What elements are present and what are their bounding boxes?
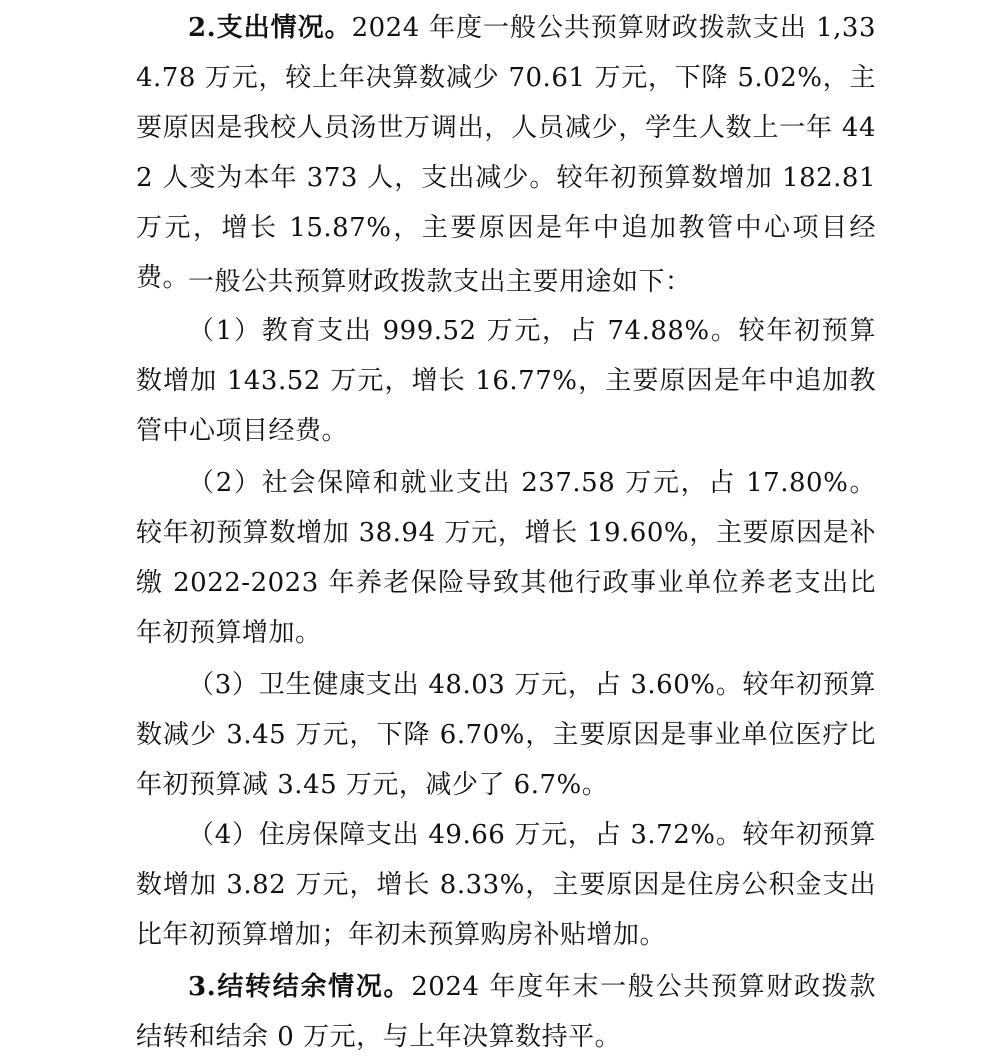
section-carryover-paragraph xyxy=(136,962,876,1062)
usage-item-health: （3）卫生健康支出 48.03 万元，占 3.60%。较年初预算数减少 3.45 万元，下降 6.70%，主要原因是事业单位医疗比年初预算减 3.45 万元，减少了 6.7%。 xyxy=(136,670,876,800)
usage-item-social-security: （2）社会保障和就业支出 237.58 万元，占 17.80%。较年初预算数增加 38.94 万元，增长 19.60%，主要原因是补缴 2022-2023 年养老保险导致其他行政事业单位养老支出比年初预算增加。 xyxy=(136,468,876,648)
section-expenditure-body: 2024 年度一般公共预算财政拨款支出 1,334.78 万元，较上年决算数减少 70.61 万元，下降 5.02%，主要原因是我校人员汤世万调出，人员减少，学生人数上一年 442 人变为本年 373 人，支出减少。较年初预算数增加 182.81 万元，增长 15.87%，主要原因是年中追加教管中心项目经费。 xyxy=(136,13,876,293)
section-carryover-heading: 3.结转结余情况。 xyxy=(188,972,412,1002)
section-expenditure-heading: 2.支出情况。 xyxy=(188,13,352,43)
usage-item-education: （1）教育支出 999.52 万元，占 74.88%。较年初预算数增加 143.52 万元，增长 16.77%，主要原因是年中追加教管中心项目经费。 xyxy=(136,316,876,446)
usage-item-housing: （4）住房保障支出 49.66 万元，占 3.72%。较年初预算数增加 3.82 万元，增长 8.33%，主要原因是住房公积金支出比年初预算增加；年初未预算购房补贴增加。 xyxy=(136,820,876,950)
section-carryover-body: 2024 年度年末一般公共预算财政拨款结转和结余 0 万元，与上年决算数持平。 xyxy=(136,972,876,1052)
usage-intro-paragraph: 一般公共预算财政拨款支出主要用途如下： xyxy=(188,267,692,297)
